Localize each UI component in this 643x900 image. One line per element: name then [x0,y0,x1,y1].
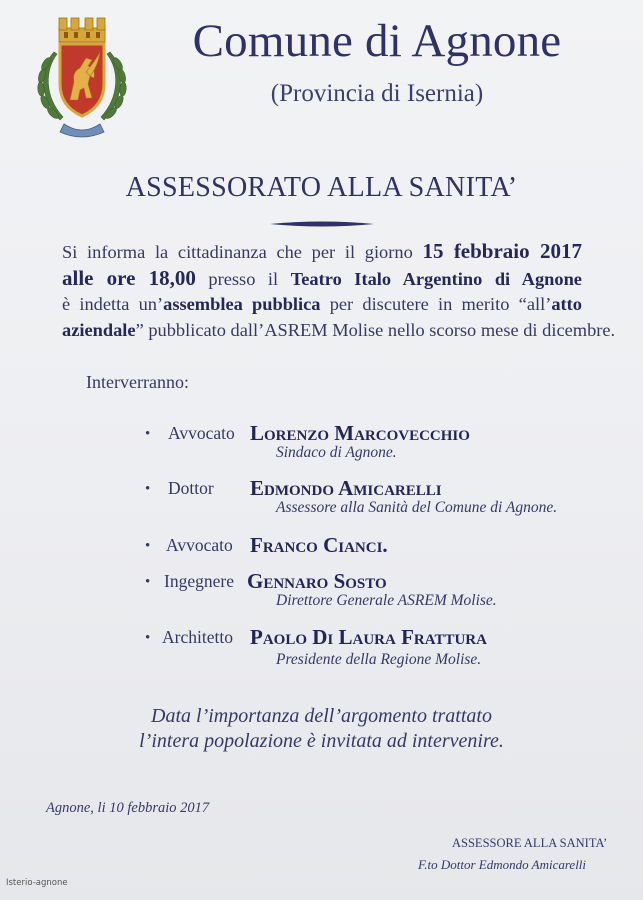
intro-text: ” pubblicato dall’ASREM Molise nello scorso mese di dicembre. [135,320,616,340]
speakers-label: Interverranno: [86,372,189,392]
event-venue: Teatro Italo Argentino di Agnone [290,269,582,289]
speaker-name: Franco Cianci. [250,533,388,557]
intro-line-3 [62,294,582,315]
event-date: 15 febbraio 2017 [422,239,582,263]
closing-line-1: Data l’importanza dell’argomento trattato [151,705,492,727]
speaker-role: Sindaco di Agnone. [276,444,397,461]
speaker-name: Paolo Di Laura Frattura [250,625,487,649]
speaker-item [0,418,643,466]
speaker-item [0,622,643,670]
speaker-item [0,473,643,521]
municipality-title: Comune di Agnone [192,15,562,67]
intro-text: per discutere in merito “all’ [320,294,552,314]
event-type: assemblea pubblica [163,294,321,314]
date-line: Agnone, li 10 febbraio 2017 [46,800,210,816]
bullet: • [145,426,151,442]
closing-line-2: l’intera popolazione è invitata ad intervenire. [139,730,504,752]
department-heading: ASSESSORATO ALLA SANITA’ [125,172,518,203]
speaker-name: Edmondo Amicarelli [250,476,442,500]
speaker-title: Avvocato [166,535,233,555]
aziendale-word: aziendale [62,320,136,340]
intro-text: presso il [195,269,291,289]
speaker-name: Lorenzo Marcovecchio [250,421,470,445]
bullet: • [145,630,151,646]
speaker-title: Architetto [162,627,233,647]
event-time: alle ore 18,00 [62,266,196,290]
intro-text: è indetta un’ [62,294,164,314]
province-subtitle: (Provincia di Isernia) [270,80,484,107]
speaker-role: Presidente della Regione Molise. [276,651,482,668]
signature-office: ASSESSORE ALLA SANITA’ [452,836,608,850]
speaker-title: Avvocato [168,423,235,443]
intro-line-4 [62,320,616,341]
speaker-title: Dottor [168,478,214,498]
intro-line-2 [62,266,582,291]
coat-of-arms-emblem [30,12,134,140]
speaker-item [0,566,643,614]
atto-word: atto [551,294,582,314]
bullet: • [145,481,151,497]
divider-ornament [268,218,376,230]
intro-line-1 [62,239,582,264]
speaker-title: Ingegnere [164,571,234,591]
corner-stamp: Isterio-agnone [6,878,68,888]
speaker-role: Assessore alla Sanità del Comune di Agnone. [276,499,558,516]
bullet: • [145,538,151,554]
intro-text: Si informa la cittadinanza che per il giorno [62,242,423,262]
speaker-role: Direttore Generale ASREM Molise. [276,592,497,609]
bullet: • [145,574,151,590]
speaker-name: Gennaro Sosto [247,569,387,593]
signature-name: F.to Dottor Edmondo Amicarelli [418,857,587,872]
